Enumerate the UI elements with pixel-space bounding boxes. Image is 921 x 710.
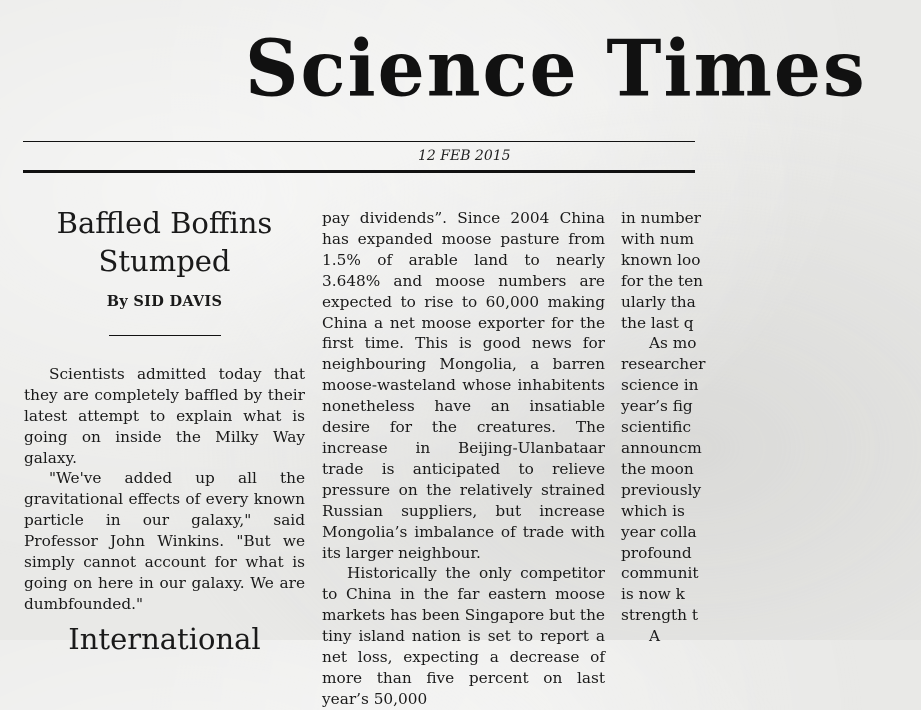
column-line: the last q: [621, 313, 694, 332]
column-line: A: [649, 627, 661, 646]
article-headline: [24, 204, 305, 280]
masthead-rule-thin: [23, 141, 695, 142]
column-3: [621, 208, 921, 647]
byline: By SID DAVIS: [106, 293, 223, 310]
column-line: year colla: [621, 522, 697, 541]
masthead-rule-thick: [23, 170, 695, 173]
article-paragraph: pay dividends”. Since 2004 China has expanded moose pasture from 1.5% of arable land to nearly 3.648% and moose numbers are expected to rise to 60,000 making China a net moose exporter for the first time. This is good news for neighbouring Mongolia, a barren moose-wasteland whose inhabitents nonetheless have an insatiable desire for the creatures. The increase in Beijing-Ulanbataar trade is anticipated to relieve pressure on the relatively strained Russian suppliers, but increase Mongolia’s imbalance of trade with its larger neighbour.: [322, 209, 605, 562]
masthead-title: Science Times: [245, 23, 867, 115]
column-line: communit: [621, 564, 699, 583]
column-line: which is: [621, 501, 685, 520]
column-line: year’s fig: [621, 397, 693, 416]
issue-date: 12 FEB 2015: [418, 148, 511, 164]
column-line: As mo: [649, 334, 697, 353]
column-line: strength t: [621, 606, 699, 625]
column-line: announcm: [621, 438, 702, 457]
column-2: [322, 208, 605, 710]
column-line: ularly tha: [621, 292, 696, 311]
column-line: with num: [621, 229, 695, 248]
dateline: [23, 148, 695, 168]
column-line: previously: [621, 480, 702, 499]
next-article-headline: International: [68, 621, 261, 656]
column-line: known loo: [621, 250, 701, 269]
article-paragraph: Scientists admitted today that they are completely baffled by their latest attempt to explain what is going on inside the Milky Way galaxy.: [24, 364, 305, 467]
column-line: profound: [621, 543, 692, 562]
column-line: in number: [621, 209, 701, 227]
byline-divider: [109, 335, 221, 336]
column-line: is now k: [621, 585, 685, 604]
column-line: for the ten: [621, 271, 704, 290]
column-1: [24, 204, 305, 656]
column-line: the moon: [621, 459, 694, 478]
article-paragraph: Historically the only competitor to China in the far eastern moose markets has been Singapore but the tiny island nation is set to report a net loss, expecting a decrease of more than five percent on last year’s 50,000: [322, 564, 605, 708]
column-line: scientific: [621, 418, 692, 437]
column-line: science in: [621, 376, 699, 395]
headline-line-2: Stumped: [98, 244, 231, 278]
article-paragraph: "We've added up all the gravitational effects of every known particle in our galaxy," said Professor John Winkins. "But we simply cannot account for what is going on here in our galaxy. We are dumbfounded.": [24, 469, 305, 613]
column-line: researcher: [621, 355, 706, 374]
headline-line-1: Baffled Boffins: [56, 206, 273, 240]
